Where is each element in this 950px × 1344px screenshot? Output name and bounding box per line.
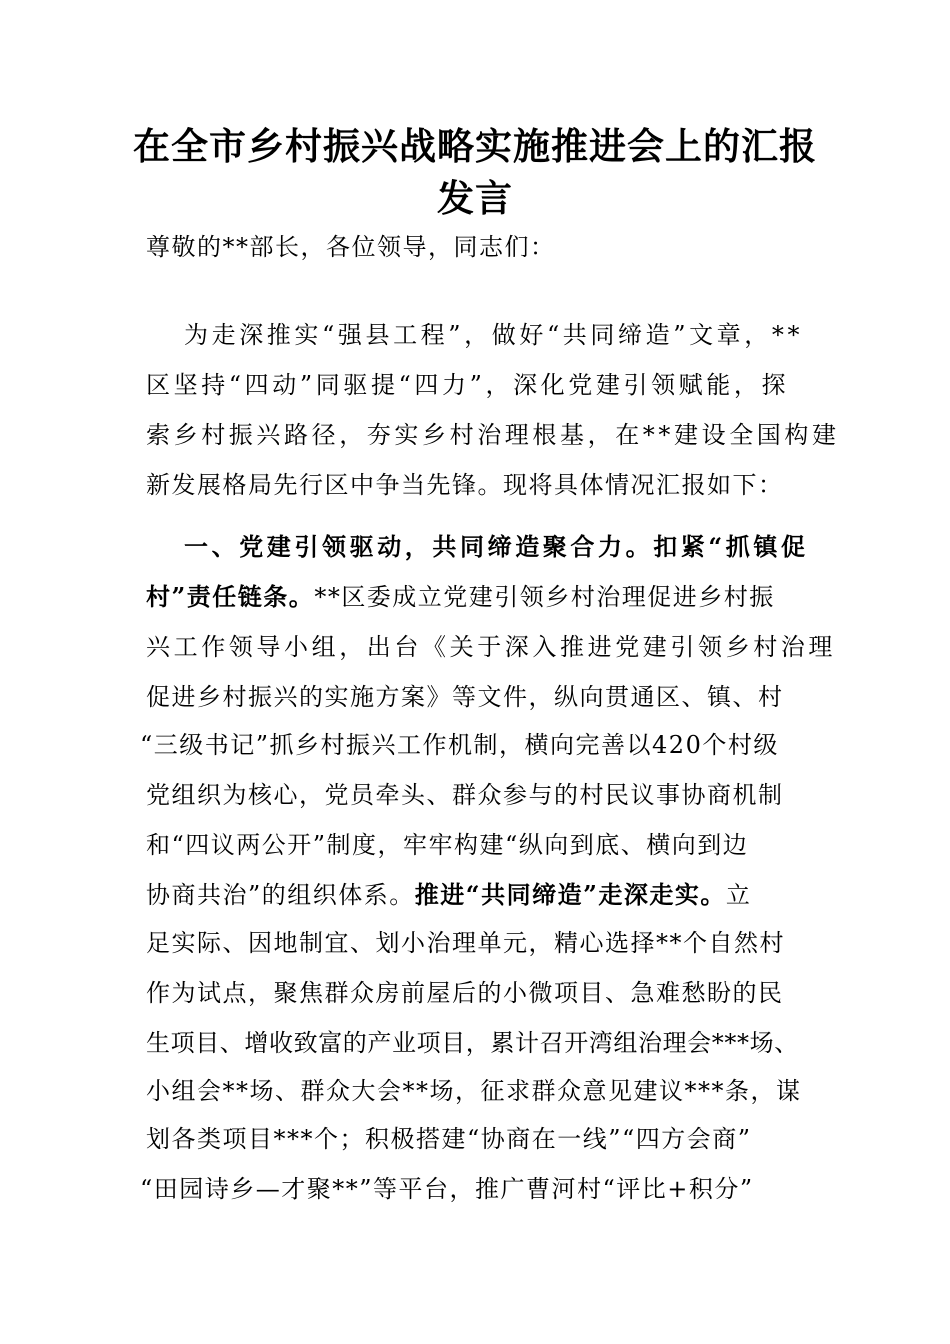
section-1-line: 和“四议两公开”制度，牢牢构建“纵向到底、横向到边 — [146, 831, 749, 859]
section-1-line: 生项目、增收致富的产业项目，累计召开湾组治理会***场、 — [146, 1029, 799, 1057]
section-1-line: 小组会**场、群众大会**场，征求群众意见建议***条，谋 — [146, 1077, 802, 1105]
section-1-line: 足实际、因地制宜、划小治理单元，精心选择**个自然村 — [146, 929, 785, 957]
section-1-text: **区委成立党建引领乡村治理促进乡村振 — [314, 583, 775, 611]
intro-line: 为走深推实“强县工程”，做好“共同缔造”文章，** — [184, 321, 804, 349]
document-title-line-2: 发言 — [437, 176, 513, 220]
intro-line: 索乡村振兴路径，夯实乡村治理根基，在**建设全国构建 — [146, 421, 840, 449]
salutation: 尊敬的**部长，各位领导，同志们： — [146, 233, 556, 261]
document-title-line-1: 在全市乡村振兴战略实施推进会上的汇报 — [133, 124, 817, 168]
section-1-line: “三级书记”抓乡村振兴工作机制，横向完善以420个村级 — [140, 731, 779, 759]
section-1-text: 立 — [725, 881, 752, 909]
section-1-subheading: 村”责任链条。 — [146, 582, 315, 611]
intro-line: 新发展格局先行区中争当先锋。现将具体情况汇报如下： — [146, 471, 784, 499]
section-1-line: 兴工作领导小组，出台《关于深入推进党建引领乡村治理 — [146, 633, 836, 661]
intro-line: 区坚持“四动”同驱提“四力”，深化党建引领赋能，探 — [146, 371, 790, 399]
section-1-line: 作为试点，聚焦群众房前屋后的小微项目、急难愁盼的民 — [146, 979, 784, 1007]
section-1-line: 促进乡村振兴的实施方案》等文件，纵向贯通区、镇、村 — [146, 683, 784, 711]
section-1-text: 协商共治”的组织体系。 — [146, 881, 415, 909]
section-1-line: 党组织为核心，党员牵头、群众参与的村民议事协商机制 — [146, 781, 784, 809]
section-1-line — [146, 870, 751, 920]
section-1-heading-text: 一、党建引领驱动，共同缔造聚合力。扣紧“抓镇促 — [184, 532, 809, 561]
section-1-line — [146, 572, 775, 622]
section-1-line: “田园诗乡—才聚**”等平台，推广曹河村“评比+积分” — [140, 1175, 754, 1203]
section-1-line: 划各类项目***个；积极搭建“协商在一线”“四方会商” — [146, 1125, 752, 1153]
section-1-heading — [184, 522, 809, 572]
section-1-subheading: 推进“共同缔造”走深走实。 — [414, 880, 726, 909]
